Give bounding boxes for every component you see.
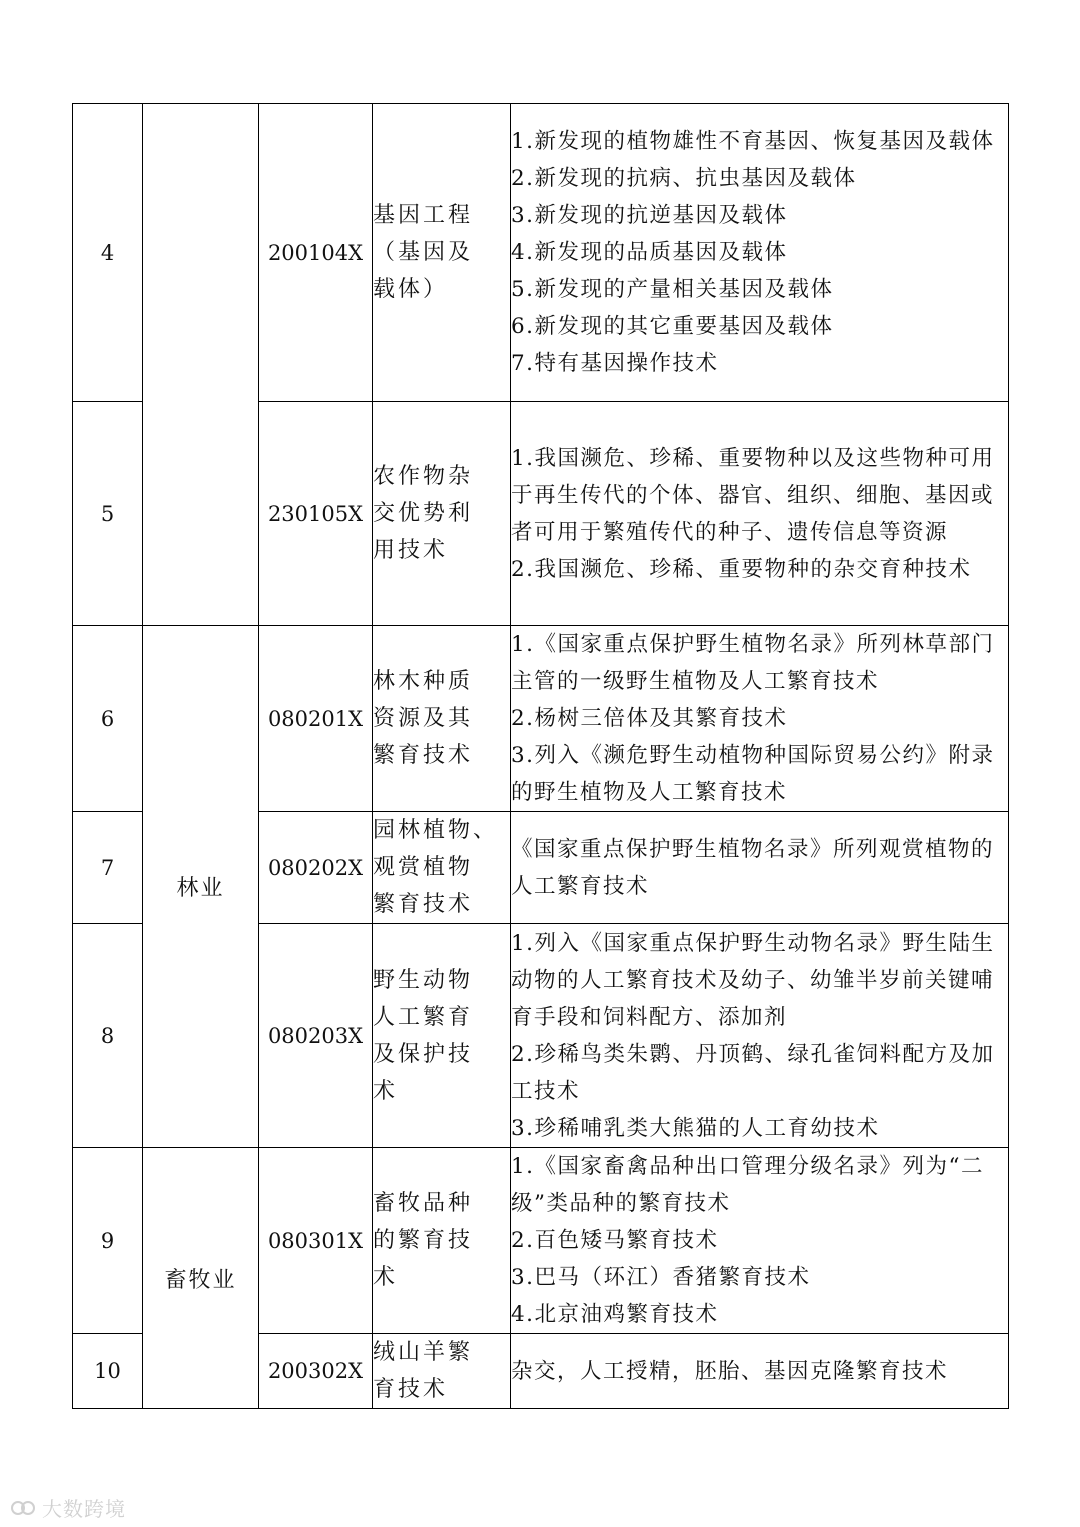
control-point-item: 2.珍稀鸟类朱鹮、丹顶鹤、绿孔雀饲料配方及加工技术 bbox=[511, 1041, 995, 1104]
row-number: 5 bbox=[73, 402, 143, 626]
tech-name-line: 载体） bbox=[373, 277, 449, 302]
control-point-item: 《国家重点保护野生植物名录》所列观赏植物的人工繁育技术 bbox=[511, 836, 995, 899]
control-points bbox=[511, 402, 1009, 626]
table-row bbox=[73, 1148, 1009, 1334]
tech-code: 200302X bbox=[259, 1334, 373, 1409]
control-points bbox=[511, 626, 1009, 812]
tech-name-line: 林木种质 bbox=[373, 669, 474, 694]
watermark bbox=[10, 1493, 126, 1522]
tech-name-line: 及保护技 bbox=[373, 1041, 474, 1067]
control-point-item: 3.巴马（环江）香猪繁育技术 bbox=[511, 1265, 811, 1290]
tech-name-line: 术 bbox=[373, 1078, 399, 1104]
tech-name bbox=[373, 924, 511, 1148]
tech-name bbox=[373, 1148, 511, 1334]
tech-name-line: 观赏植物 bbox=[373, 855, 474, 880]
control-points bbox=[511, 104, 1009, 402]
row-number: 4 bbox=[73, 104, 143, 402]
control-points bbox=[511, 924, 1009, 1148]
control-points bbox=[511, 1334, 1009, 1409]
tech-name bbox=[373, 1334, 511, 1409]
control-point-item: 2.新发现的抗病、抗虫基因及载体 bbox=[511, 166, 857, 191]
control-points bbox=[511, 1148, 1009, 1334]
tech-name bbox=[373, 626, 511, 812]
tech-name-line: 的繁育技 bbox=[373, 1228, 474, 1253]
tech-code: 080203X bbox=[259, 924, 373, 1148]
control-point-item: 2.我国濒危、珍稀、重要物种的杂交育种技术 bbox=[511, 556, 972, 582]
tech-name-line: （基因及 bbox=[373, 240, 474, 265]
control-point-item: 1.列入《国家重点保护野生动物名录》野生陆生动物的人工繁育技术及幼子、幼雏半岁前关键哺育手段和饲料配方、添加剂 bbox=[511, 930, 995, 1030]
control-point-item: 1.我国濒危、珍稀、重要物种以及这些物种可用于再生传代的个体、器官、组织、细胞、基因或者可用于繁殖传代的种子、遗传信息等资源 bbox=[511, 445, 995, 545]
tech-code: 080201X bbox=[259, 626, 373, 812]
row-number: 9 bbox=[73, 1148, 143, 1334]
control-point-item: 3.新发现的抗逆基因及载体 bbox=[511, 203, 788, 228]
row-number: 7 bbox=[73, 812, 143, 924]
control-point-item: 3.列入《濒危野生动植物种国际贸易公约》附录的野生植物及人工繁育技术 bbox=[511, 743, 995, 805]
tech-name-line: 术 bbox=[373, 1265, 399, 1290]
tech-name-line: 育技术 bbox=[373, 1377, 449, 1402]
tech-name-line: 繁育技术 bbox=[373, 892, 474, 917]
tech-name bbox=[373, 104, 511, 402]
tech-name-line: 用技术 bbox=[373, 538, 449, 563]
table-row bbox=[73, 626, 1009, 812]
industry-forestry: 林业 bbox=[143, 626, 259, 1148]
tech-name-line: 畜牧品种 bbox=[373, 1191, 474, 1216]
control-point-item: 1.《国家畜禽品种出口管理分级名录》列为“二级”类品种的繁育技术 bbox=[511, 1154, 985, 1216]
industry-livestock: 畜牧业 bbox=[143, 1148, 259, 1409]
control-point-item: 7.特有基因操作技术 bbox=[511, 351, 719, 376]
control-point-item: 4.新发现的品质基因及载体 bbox=[511, 240, 788, 265]
tech-name-line: 人工繁育 bbox=[373, 1004, 474, 1030]
control-point-item: 2.杨树三倍体及其繁育技术 bbox=[511, 706, 788, 731]
watermark-text: 大数跨境 bbox=[42, 1497, 126, 1521]
tech-name-line: 基因工程 bbox=[373, 203, 474, 228]
tech-code: 200104X bbox=[259, 104, 373, 402]
control-point-item: 3.珍稀哺乳类大熊猫的人工育幼技术 bbox=[511, 1115, 880, 1141]
tech-name bbox=[373, 812, 511, 924]
control-point-item: 1.新发现的植物雄性不育基因、恢复基因及载体 bbox=[511, 129, 995, 154]
control-points bbox=[511, 812, 1009, 924]
control-point-item: 6.新发现的其它重要基因及载体 bbox=[511, 314, 834, 339]
tech-name bbox=[373, 402, 511, 626]
control-point-item: 5.新发现的产量相关基因及载体 bbox=[511, 277, 834, 302]
tech-name-line: 交优势利 bbox=[373, 501, 474, 526]
control-point-item: 1.《国家重点保护野生植物名录》所列林草部门主管的一级野生植物及人工繁育技术 bbox=[511, 632, 995, 694]
tech-name-line: 园林植物、 bbox=[373, 818, 499, 843]
control-point-item: 2.百色矮马繁育技术 bbox=[511, 1228, 719, 1253]
table-row bbox=[73, 104, 1009, 402]
tech-name-line: 野生动物 bbox=[373, 967, 474, 993]
tech-name-line: 绒山羊繁 bbox=[373, 1340, 474, 1365]
row-number: 10 bbox=[73, 1334, 143, 1409]
tech-name-line: 繁育技术 bbox=[373, 743, 474, 768]
tech-code: 230105X bbox=[259, 402, 373, 626]
tech-name-line: 资源及其 bbox=[373, 706, 474, 731]
watermark-logo-icon bbox=[10, 1497, 36, 1519]
tech-catalog-table bbox=[72, 103, 1009, 1409]
tech-code: 080301X bbox=[259, 1148, 373, 1334]
tech-code: 080202X bbox=[259, 812, 373, 924]
row-number: 6 bbox=[73, 626, 143, 812]
industry-cell-blank bbox=[143, 104, 259, 626]
control-point-item: 4.北京油鸡繁育技术 bbox=[511, 1302, 719, 1327]
tech-name-line: 农作物杂 bbox=[373, 464, 474, 489]
row-number: 8 bbox=[73, 924, 143, 1148]
control-point-item: 杂交，人工授精，胚胎、基因克隆繁育技术 bbox=[511, 1358, 949, 1384]
